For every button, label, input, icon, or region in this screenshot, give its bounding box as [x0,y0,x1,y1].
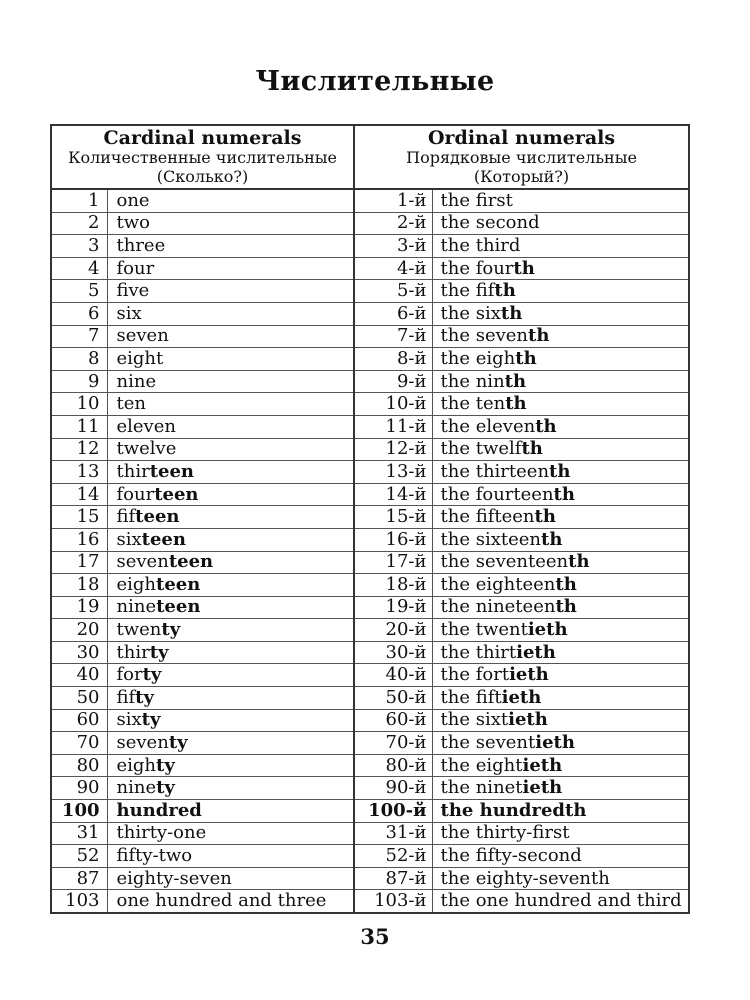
ordinal-word [432,732,689,755]
ordinal-word [432,506,689,529]
cardinal-number: 20 [51,619,107,642]
word-suffix: teen [149,460,194,482]
word-stem: the fourteen [440,483,554,505]
word-suffix: teen [135,506,180,528]
word-stem: six [116,528,142,550]
ordinal-number: 40-й [354,664,432,687]
word-suffix: th [555,596,577,618]
cardinal-number: 103 [51,890,107,913]
word-stem: the sixteen [440,528,541,550]
word-stem: nine [116,777,157,799]
table-row [51,822,689,845]
table-row [51,189,689,212]
ordinal-number: 87-й [354,867,432,890]
cardinal-word [107,845,354,868]
word-stem: six [116,302,142,324]
word-suffix: ty [156,777,175,799]
table-row [51,687,689,710]
table-row [51,506,689,529]
ordinal-word [432,822,689,845]
word-suffix: th [555,573,577,595]
cardinal-word [107,506,354,529]
ordinal-word [432,596,689,619]
cardinal-number: 100 [51,800,107,823]
table-row [51,641,689,664]
ordinal-word [432,619,689,642]
word-stem: the twelf [440,438,522,460]
word-suffix: th [494,280,516,302]
word-stem: the twent [440,619,528,641]
word-suffix: ty [135,686,154,708]
ordinal-word [432,348,689,371]
ordinal-number: 12-й [354,438,432,461]
ordinal-number: 60-й [354,709,432,732]
word-suffix: th [500,302,523,324]
ordinal-number: 80-й [354,754,432,777]
page-number: 35 [360,924,390,949]
word-stem: ten [116,393,146,415]
word-stem: one hundred and three [116,890,327,912]
word-stem: the thirty-first [440,822,570,844]
word-suffix: ieth [508,709,548,731]
ordinal-number: 30-й [354,641,432,664]
cardinal-number: 12 [51,438,107,461]
ordinal-word [432,212,689,235]
word-stem: four [116,257,155,279]
page-title: Числительные [255,66,495,97]
word-stem: eight [116,347,164,369]
ordinal-word [432,574,689,597]
word-suffix: ty [168,732,188,754]
ordinal-word [432,845,689,868]
cardinal-word [107,528,354,551]
word-stem: for [116,664,143,686]
table-row [51,574,689,597]
ordinal-word [432,641,689,664]
word-suffix: ieth [527,619,568,641]
cardinal-number: 2 [51,212,107,235]
cardinal-number: 15 [51,506,107,529]
word-stem: the four [440,257,514,279]
ordinal-number: 16-й [354,528,432,551]
word-stem: eleven [116,415,176,437]
table-row [51,890,689,913]
ordinal-word [432,302,689,325]
cardinal-word [107,664,354,687]
word-suffix: th [521,438,543,460]
ordinal-word [432,280,689,303]
cardinal-word [107,280,354,303]
word-stem: the second [440,212,540,234]
ordinal-number: 20-й [354,619,432,642]
word-stem: the eighty-seventh [440,867,610,889]
ordinal-header-subtitle: Порядковые числительные [406,147,637,167]
table-row [51,280,689,303]
cardinal-number: 6 [51,302,107,325]
table-row [51,528,689,551]
word-suffix: ieth [535,732,575,754]
cardinal-word [107,461,354,484]
word-stem: eighty-seven [116,867,232,889]
word-stem: the eigh [440,347,516,369]
word-suffix: ty [149,641,169,663]
table-row [51,438,689,461]
table-row [51,596,689,619]
word-suffix: th [504,370,527,392]
word-stem: thirty-one [116,822,207,844]
ordinal-number: 10-й [354,393,432,416]
cardinal-number: 5 [51,280,107,303]
cardinal-number: 7 [51,325,107,348]
cardinal-word [107,348,354,371]
table-row [51,800,689,823]
ordinal-word [432,867,689,890]
ordinal-word [432,528,689,551]
cardinal-number: 52 [51,845,107,868]
cardinal-word [107,438,354,461]
ordinal-word [432,370,689,393]
word-suffix: ieth [522,777,563,799]
word-suffix: ieth [501,686,542,708]
cardinal-word [107,574,354,597]
cardinal-word [107,415,354,438]
ordinal-header [354,125,689,189]
ordinal-header-question: (Который?) [473,166,570,186]
word-suffix: th [541,528,563,550]
cardinal-header [51,125,354,189]
table-row [51,348,689,371]
ordinal-number: 9-й [354,370,432,393]
ordinal-word [432,664,689,687]
ordinal-number: 31-й [354,822,432,845]
word-suffix: teen [168,551,214,573]
cardinal-word [107,709,354,732]
cardinal-number: 17 [51,551,107,574]
word-stem: fifty-two [116,845,193,867]
cardinal-number: 8 [51,348,107,371]
ordinal-number: 3-й [354,235,432,258]
word-stem: the fifteen [440,506,535,528]
table-row [51,709,689,732]
ordinal-number: 50-й [354,687,432,710]
cardinal-number: 14 [51,483,107,506]
word-suffix: th [549,460,571,482]
word-suffix: th [505,393,527,415]
word-stem: twelve [116,438,177,460]
ordinal-number: 5-й [354,280,432,303]
word-stem: the ninet [440,777,523,799]
cardinal-word [107,325,354,348]
word-stem: the thirteen [440,460,550,482]
cardinal-number: 80 [51,754,107,777]
word-stem: seven [116,732,169,754]
ordinal-word [432,709,689,732]
word-suffix: ieth [522,754,563,776]
word-suffix: ieth [516,641,556,663]
word-stem: eigh [116,573,157,595]
word-stem: four [116,483,155,505]
table-row [51,845,689,868]
cardinal-header-question: (Сколько?) [156,166,249,186]
numerals-table [50,124,690,914]
table-row [51,551,689,574]
cardinal-word [107,867,354,890]
table-row [51,754,689,777]
ordinal-number: 13-й [354,461,432,484]
cardinal-word [107,235,354,258]
ordinal-number: 52-й [354,845,432,868]
word-suffix: th [535,415,557,437]
ordinal-word [432,800,689,823]
ordinal-number: 4-й [354,257,432,280]
cardinal-word [107,483,354,506]
word-suffix: ty [142,664,162,686]
ordinal-word [432,461,689,484]
ordinal-word [432,415,689,438]
cardinal-number: 90 [51,777,107,800]
word-suffix: ieth [509,664,549,686]
cardinal-word [107,302,354,325]
cardinal-number: 31 [51,822,107,845]
word-suffix: th [534,506,556,528]
word-stem: the ten [440,393,506,415]
ordinal-word [432,235,689,258]
word-stem: thir [116,460,150,482]
cardinal-number: 9 [51,370,107,393]
cardinal-word [107,551,354,574]
word-stem: the seventeen [440,551,569,573]
table-row [51,619,689,642]
cardinal-number: 40 [51,664,107,687]
word-stem: the third [440,234,521,256]
word-suffix: teen [154,483,199,505]
word-stem: the one hundred and third [440,890,682,912]
word-stem: the eight [440,754,523,776]
word-stem: the eighteen [440,573,556,595]
cardinal-number: 50 [51,687,107,710]
table-row [51,302,689,325]
cardinal-header-subtitle: Количественные числительные [68,147,337,167]
word-stem: the thirt [440,641,517,663]
ordinal-number: 70-й [354,732,432,755]
word-stem: three [116,234,166,256]
word-suffix: ty [161,619,181,641]
cardinal-word [107,257,354,280]
table-row [51,415,689,438]
cardinal-number: 19 [51,596,107,619]
word-suffix: th [515,347,537,369]
table-row [51,483,689,506]
word-stem: fif [116,686,136,708]
cardinal-word [107,800,354,823]
ordinal-number: 8-й [354,348,432,371]
word-suffix: th [553,483,575,505]
ordinal-number: 18-й [354,574,432,597]
word-stem: the fifty-second [440,845,582,867]
word-suffix: teen [156,573,201,595]
word-suffix: ty [141,709,161,731]
cardinal-number: 3 [51,235,107,258]
word-stem: the eleven [440,415,536,437]
ordinal-word [432,325,689,348]
table-row [51,325,689,348]
cardinal-number: 70 [51,732,107,755]
word-stem: eigh [116,754,157,776]
word-stem: the fif [440,280,495,302]
cardinal-number: 16 [51,528,107,551]
word-suffix: th [528,325,550,347]
ordinal-number: 7-й [354,325,432,348]
word-suffix: teen [141,528,186,550]
cardinal-word [107,822,354,845]
cardinal-number: 10 [51,393,107,416]
table-row [51,212,689,235]
cardinal-word [107,393,354,416]
cardinal-number: 11 [51,415,107,438]
cardinal-number: 60 [51,709,107,732]
word-stem: the sixt [440,709,509,731]
word-stem: the hundredth [440,799,587,821]
cardinal-word [107,370,354,393]
ordinal-number: 103-й [354,890,432,913]
table-row [51,257,689,280]
cardinal-word [107,754,354,777]
ordinal-word [432,483,689,506]
word-stem: one [116,189,150,211]
ordinal-word [432,687,689,710]
word-stem: the first [440,189,513,211]
ordinal-number: 1-й [354,189,432,212]
cardinal-word [107,641,354,664]
ordinal-word [432,890,689,913]
cardinal-word [107,732,354,755]
ordinal-word [432,777,689,800]
word-stem: twen [116,619,162,641]
ordinal-number: 19-й [354,596,432,619]
word-stem: six [116,709,142,731]
table-row [51,732,689,755]
table-row [51,393,689,416]
word-stem: the nineteen [440,596,556,618]
table-row [51,461,689,484]
ordinal-number: 100-й [354,800,432,823]
table-row [51,370,689,393]
word-stem: nine [116,596,157,618]
ordinal-number: 11-й [354,415,432,438]
word-stem: the seven [440,325,529,347]
word-stem: thir [116,641,150,663]
ordinal-word [432,551,689,574]
ordinal-word [432,189,689,212]
word-stem: the sevent [440,732,536,754]
cardinal-number: 18 [51,574,107,597]
ordinal-number: 17-й [354,551,432,574]
word-stem: nine [116,370,157,392]
cardinal-number: 87 [51,867,107,890]
cardinal-word [107,596,354,619]
word-suffix: teen [156,596,201,618]
word-stem: the fort [440,664,510,686]
word-stem: the six [440,302,501,324]
word-stem: seven [116,325,169,347]
cardinal-word [107,687,354,710]
ordinal-word [432,393,689,416]
ordinal-number: 14-й [354,483,432,506]
cardinal-number: 30 [51,641,107,664]
table-header-row [51,125,689,189]
cardinal-number: 1 [51,189,107,212]
table-row [51,235,689,258]
cardinal-header-title: Cardinal numerals [103,126,302,149]
table-row [51,867,689,890]
cardinal-word [107,189,354,212]
ordinal-word [432,257,689,280]
word-suffix: th [568,551,590,573]
ordinal-number: 15-й [354,506,432,529]
cardinal-word [107,619,354,642]
word-stem: two [116,212,150,234]
ordinal-number: 6-й [354,302,432,325]
cardinal-number: 13 [51,461,107,484]
table-row [51,777,689,800]
ordinal-header-title: Ordinal numerals [427,126,616,149]
table-body [51,189,689,913]
ordinal-word [432,754,689,777]
ordinal-number: 2-й [354,212,432,235]
word-stem: the nin [440,370,505,392]
cardinal-word [107,890,354,913]
ordinal-word [432,438,689,461]
cardinal-number: 4 [51,257,107,280]
word-stem: fif [116,506,136,528]
word-suffix: ty [156,754,175,776]
word-stem: hundred [116,799,202,821]
word-stem: the fift [440,686,502,708]
cardinal-word [107,777,354,800]
cardinal-word [107,212,354,235]
word-stem: seven [116,551,169,573]
table-row [51,664,689,687]
word-suffix: th [513,257,535,279]
ordinal-number: 90-й [354,777,432,800]
word-stem: five [116,280,150,302]
